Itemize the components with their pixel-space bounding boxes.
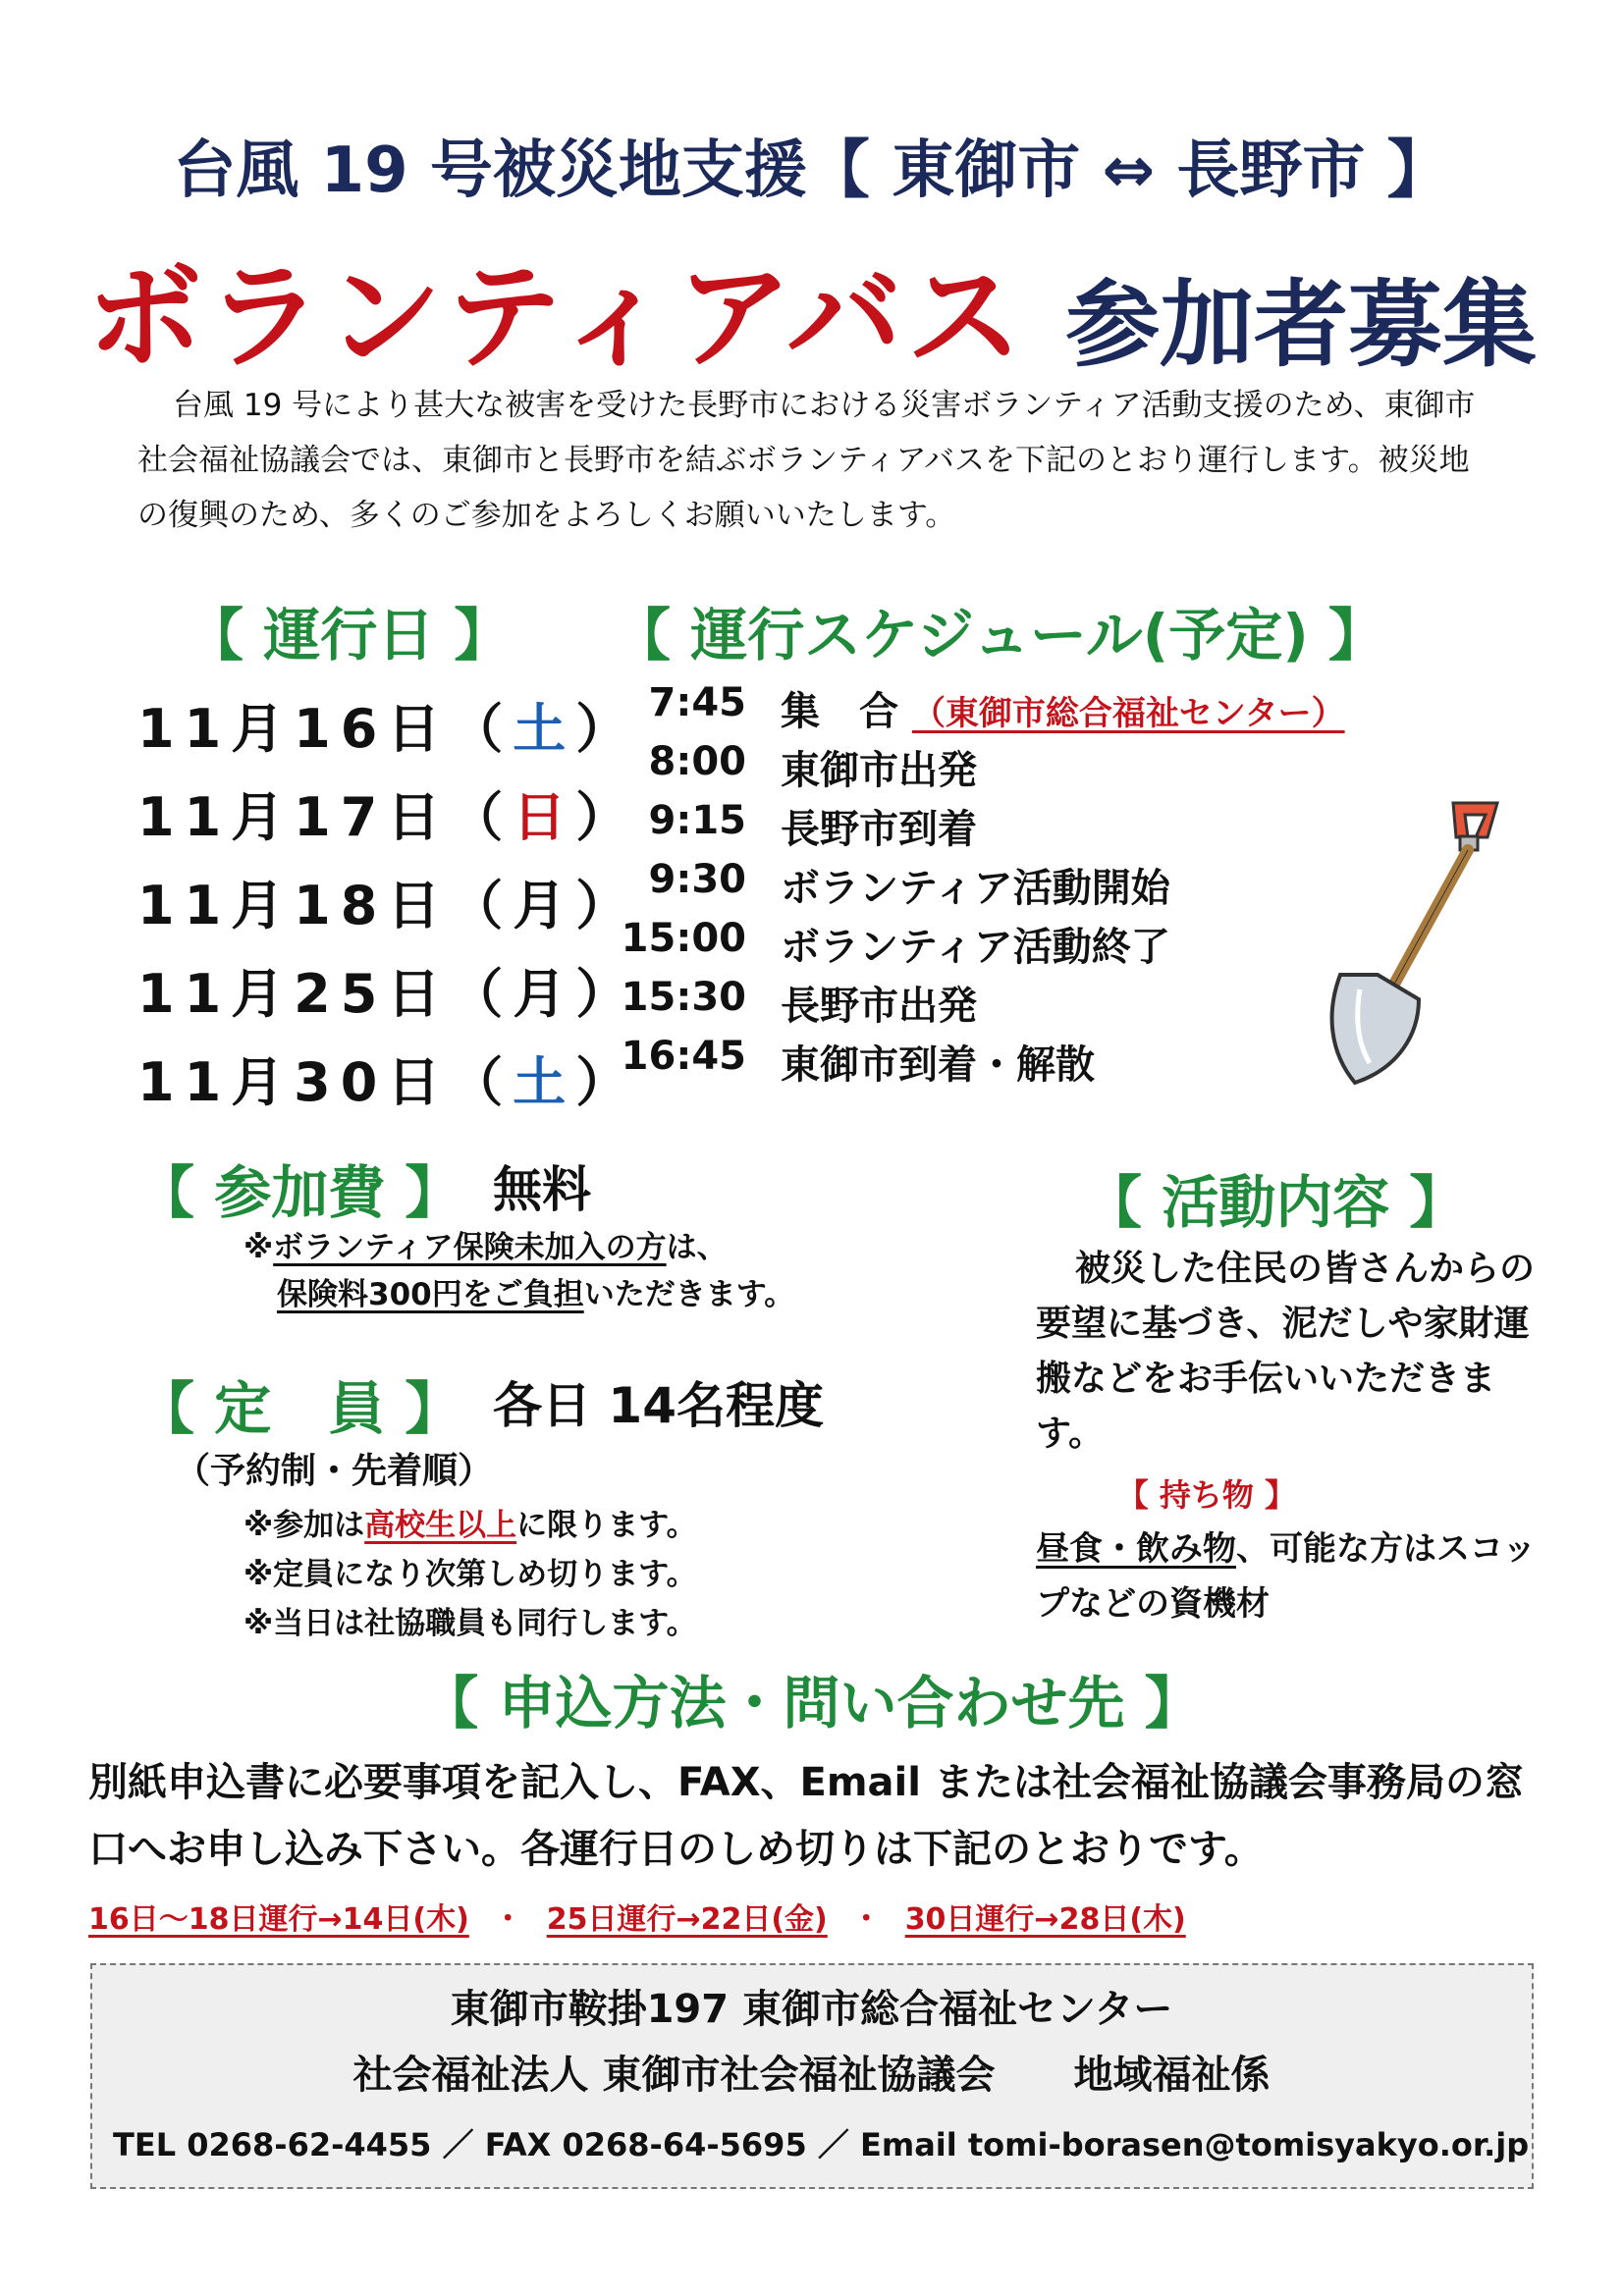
schedule-event: 東御市出発 — [781, 748, 977, 793]
date-item: 11月30日（土） — [137, 1051, 639, 1113]
title-recruit: 参加者募集 — [1065, 270, 1538, 380]
capacity-note-2: ※定員になり次第しめ切ります。 — [243, 1557, 697, 1592]
shovel-icon — [1301, 793, 1527, 1088]
schedule-event: ボランティア活動開始 — [781, 866, 1170, 911]
activity-heading: 【 活動内容 】 — [1085, 1169, 1467, 1236]
weekday-sat: 土 — [513, 698, 576, 760]
apply-text: 別紙申込書に必要事項を記入し、FAX、Email または社会福祉協議会事務局の窓口へお申し込み下さい。各運行日のしめ切りは下記のとおりです。 — [88, 1760, 1524, 1872]
weekday-mon: 月 — [513, 875, 576, 936]
apply-heading: 【 申込方法・問い合わせ先 】 — [421, 1670, 1202, 1736]
page-title — [0, 224, 1623, 391]
contact-address: 東御市鞍掛197 東御市総合福祉センター — [450, 1987, 1173, 2032]
schedule-time: 9:30 — [648, 857, 746, 902]
meeting-place: （東御市総合福祉センター） — [911, 694, 1345, 733]
title-volunteer-bus: ボランティアバス — [85, 249, 1027, 385]
schedule-time: 15:30 — [621, 975, 746, 1020]
intro-paragraph — [137, 378, 1492, 543]
schedule-event: 長野市出発 — [781, 984, 977, 1029]
schedule-time: 8:00 — [648, 739, 746, 784]
intro-line — [137, 378, 1492, 543]
date-item: 11月25日（月） — [137, 963, 639, 1025]
capacity-sub: （予約制・先着順） — [175, 1451, 494, 1491]
activity-text: 被災した住民の皆さんからの要望に基づき、泥だしや家財運搬などをお手伝いいただきます。 — [1036, 1249, 1536, 1454]
schedule-time: 15:00 — [621, 916, 746, 961]
fee-note-1: ※ボランティア保険未加入の方は、 — [243, 1230, 728, 1265]
fee-heading: 【 参加費 】 — [137, 1159, 462, 1226]
capacity-heading: 【 定 員 】 — [137, 1375, 462, 1442]
fee-note-2: 保険料300円をご負担いただきます。 — [277, 1277, 795, 1312]
deadline-item: 30日運行→28日(木) — [904, 1902, 1186, 1937]
schedule-event: 集 合 （東御市総合福祉センター） — [781, 689, 1345, 734]
intro-line-3: ます。被災地の復興のため、多くのご参加をよろしくお願いいたします。 — [137, 443, 1470, 533]
deadline-item: 16日～18日運行→14日(木) — [88, 1902, 469, 1937]
schedule-time: 7:45 — [648, 680, 746, 725]
intro-line-1: 台風 19 号により甚大な被害を受けた長野市における災害ボランティア活動支援のため、 — [173, 388, 1384, 423]
belongings-text: 昼食・飲み物、可能な方はスコップなどの資機材 — [1036, 1529, 1537, 1624]
schedule-event: 東御市到着・解散 — [781, 1042, 1095, 1088]
deadlines: 16日～18日運行→14日(木) ・ 25日運行→22日(金) ・ 30日運行→28日(木) — [88, 1902, 1186, 1937]
weekday-sun: 日 — [513, 786, 576, 848]
deadline-item: 25日運行→22日(金) — [546, 1902, 828, 1937]
date-item: 11月16日（土） — [137, 698, 639, 760]
capacity-value: 各日 14名程度 — [493, 1377, 824, 1434]
date-item: 11月17日（日） — [137, 786, 639, 848]
contact-tel-fax-email: TEL 0268-62-4455 ／ FAX 0268-64-5695 ／ Email tomi-borasen@tomisyakyo.or.jp — [113, 2126, 1530, 2163]
capacity-note-1: ※参加は高校生以上に限ります。 — [243, 1508, 697, 1543]
contact-organization: 社会福祉法人 東御市社会福祉協議会 地域福祉係 — [352, 2053, 1271, 2098]
subtitle: 台風 19 号被災地支援【 東御市 ⇔ 長野市 】 — [173, 134, 1450, 207]
schedule-event: ボランティア活動終了 — [781, 925, 1170, 970]
dates-heading: 【 運行日 】 — [187, 602, 512, 668]
weekday-mon: 月 — [513, 963, 576, 1025]
belongings-heading: 【 持ち物 】 — [1116, 1476, 1296, 1514]
schedule-time: 16:45 — [621, 1034, 746, 1079]
fee-value: 無料 — [493, 1161, 591, 1218]
schedule-time: 9:15 — [648, 798, 746, 843]
date-item: 11月18日（月） — [137, 875, 639, 936]
schedule-event: 長野市到着 — [781, 807, 977, 852]
schedule-heading: 【 運行スケジュール(予定) 】 — [614, 602, 1385, 668]
intro-line-2: 東御市社会福祉協議会では、東御市と長野市を結ぶボランティアバスを下記のとおり運行し — [137, 388, 1476, 478]
weekday-sat: 土 — [513, 1051, 576, 1113]
capacity-note-3: ※当日は社協職員も同行します。 — [243, 1606, 697, 1641]
